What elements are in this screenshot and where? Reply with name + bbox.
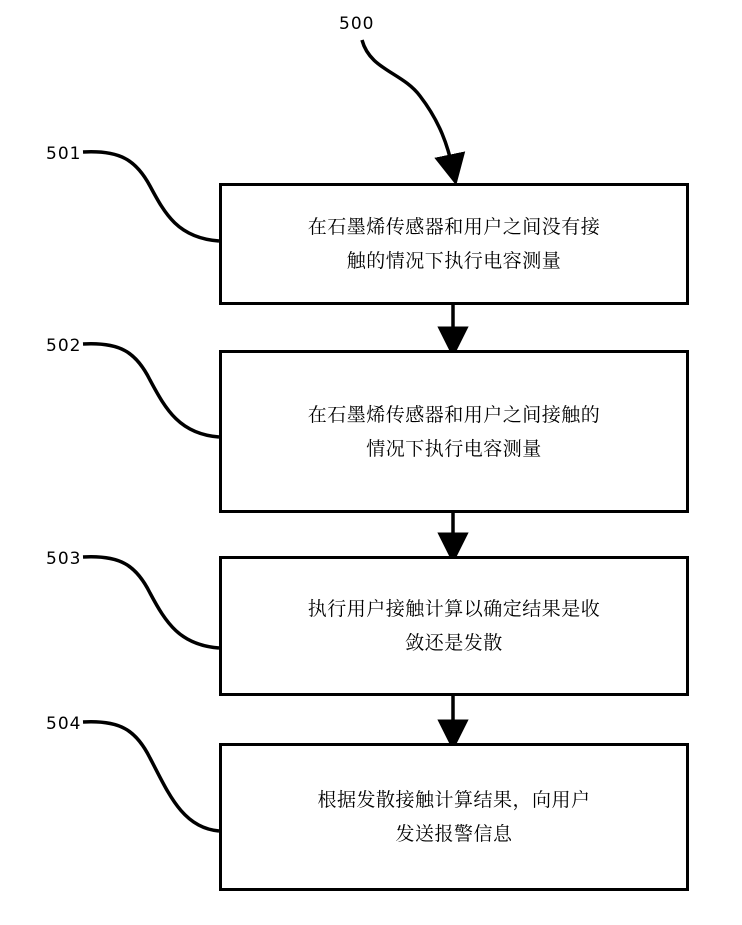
reference-label-502: 502 xyxy=(46,336,82,356)
step-box-503-text: 执行用户接触计算以确定结果是收 敛还是发散 xyxy=(307,598,601,654)
step-box-502 xyxy=(219,350,689,513)
reference-label-501: 501 xyxy=(46,144,82,164)
leader-line-503 xyxy=(83,557,219,648)
leader-line-501 xyxy=(83,152,219,241)
step-box-503 xyxy=(219,556,689,696)
step-box-501-text: 在石墨烯传感器和用户之间没有接 触的情况下执行电容测量 xyxy=(307,216,601,272)
reference-label-500: 500 xyxy=(339,14,375,34)
reference-label-504: 504 xyxy=(46,714,82,734)
step-box-502-text: 在石墨烯传感器和用户之间接触的 情况下执行电容测量 xyxy=(307,403,601,460)
step-box-504 xyxy=(219,743,689,891)
step-box-504-text: 根据发散接触计算结果，向用户 发送报警信息 xyxy=(317,789,591,845)
leader-line-502 xyxy=(83,344,219,437)
arrow-into-step-501 xyxy=(362,40,453,170)
step-box-501 xyxy=(219,183,689,305)
leader-line-504 xyxy=(83,722,219,831)
reference-label-503: 503 xyxy=(46,549,82,569)
